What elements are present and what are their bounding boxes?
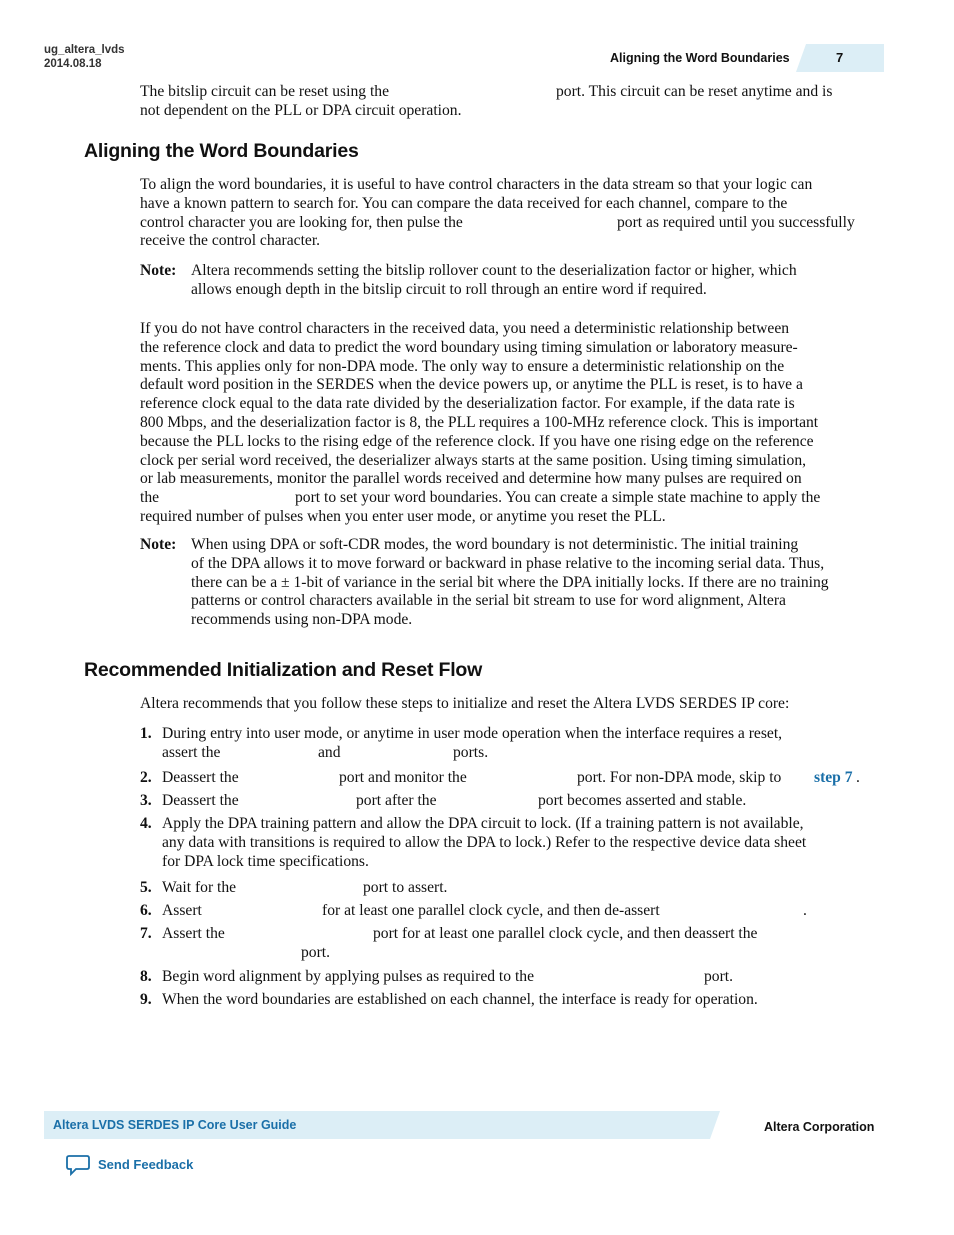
text-line: When using DPA or soft-CDR modes, the word boundary is not deterministic. The initial training: [191, 536, 799, 553]
step-number: 9.: [140, 991, 152, 1008]
text-line: clock per serial word received, the deserializer always starts at the same position. Using timing simulation,: [140, 451, 807, 469]
text-fragment: .: [803, 902, 807, 919]
text-line: To align the word boundaries, it is useful to have control characters in the data stream so that your logic can: [140, 176, 813, 193]
text-line: have a known pattern to search for. You can compare the data received for each channel, compare to the: [140, 194, 788, 212]
text-line: patterns or control characters available in the serial bit stream to use for word alignment, Altera: [191, 592, 786, 610]
step-number: 6.: [140, 902, 152, 919]
note-label: Note:: [140, 536, 177, 553]
text-line-split: [140, 214, 872, 233]
text-fragment: assert the: [162, 743, 221, 761]
text-line: because the PLL locks to the rising edge of the reference clock. If you have one rising edge on the reference: [140, 432, 814, 450]
text-line: allows enough depth in the bitslip circuit to roll through an entire word if required.: [191, 280, 707, 298]
text-line: for DPA lock time specifications.: [162, 852, 369, 870]
text-line: receive the control character.: [140, 232, 321, 250]
section1-paragraph-1: [140, 176, 872, 251]
step-text: [162, 815, 872, 871]
step-number: 7.: [140, 925, 152, 942]
text-line: any data with transitions is required to allow the DPA to lock.) Refer to the respective device data sheet: [162, 833, 807, 851]
text-line: Altera recommends setting the bitslip rollover count to the deserialization factor or higher, which: [191, 262, 797, 279]
text-line-split: [140, 489, 872, 508]
text-fragment: port to set your word boundaries. You can create a simple state machine to apply the: [295, 489, 821, 507]
step-text: [162, 879, 872, 898]
text-line: default word position in the SERDES when the device powers up, or anytime the PLL is reset, is to have a: [140, 376, 803, 394]
intro-line-1a: The bitslip circuit can be reset using the: [140, 83, 389, 100]
text-fragment: port after the: [356, 792, 437, 809]
page-number-tab: [796, 44, 884, 72]
intro-line-1b: port. This circuit can be reset anytime and is: [556, 83, 833, 100]
text-fragment: Begin word alignment by applying pulses as required to the: [162, 968, 535, 985]
step-number: 5.: [140, 879, 152, 896]
text-line: there can be a ± 1-bit of variance in the serial bit where the DPA initially locks. If there are no training: [191, 573, 829, 591]
text-line-split: [162, 944, 872, 963]
text-line-split: [162, 925, 872, 944]
text-line: recommends using non-DPA mode.: [191, 611, 413, 629]
text-fragment: the: [140, 489, 160, 507]
text-line: or lab measurements, monitor the parallel words received and determine how many pulses are required on: [140, 470, 802, 488]
text-line: If you do not have control characters in the received data, you need a deterministic relationship between: [140, 320, 790, 337]
section-heading-init-reset-flow: Recommended Initialization and Reset Flow: [84, 659, 483, 681]
footer-company: Altera Corporation: [764, 1120, 875, 1134]
text-fragment: port.: [704, 968, 734, 985]
text-fragment: Assert the: [162, 925, 225, 942]
text-fragment: Wait for the: [162, 879, 237, 896]
text-line: the reference clock and data to predict the word boundary using timing simulation or laboratory measure-: [140, 338, 798, 356]
footer-band-notch: [710, 1111, 720, 1139]
step-text: [162, 968, 872, 987]
text-fragment: port. For non-DPA mode, skip to: [577, 769, 782, 786]
step-text: [162, 925, 872, 963]
text-line: required number of pulses when you enter user mode, or anytime you reset the PLL.: [140, 507, 666, 525]
tab-notch: [796, 44, 806, 72]
text-fragment: port as required until you successfully: [617, 213, 855, 231]
text-fragment: for at least one parallel clock cycle, and then de-assert: [322, 902, 660, 919]
text-line: Apply the DPA training pattern and allow the DPA circuit to lock. (If a training pattern is not available,: [162, 815, 804, 832]
text-fragment: and: [318, 743, 341, 761]
note-body-2: [191, 536, 872, 630]
section1-paragraph-2: [140, 320, 872, 527]
step-text: [162, 902, 872, 921]
text-fragment: Deassert the: [162, 769, 239, 786]
text-fragment: port to assert.: [363, 879, 448, 896]
step-number: 4.: [140, 815, 152, 832]
text-line: During entry into user mode, or anytime in user mode operation when the interface requires a reset,: [162, 725, 783, 742]
text-fragment: port.: [301, 943, 331, 961]
running-header-title: Aligning the Word Boundaries: [610, 51, 790, 65]
doc-id: ug_altera_lvds: [44, 44, 125, 56]
text-fragment: .: [856, 769, 860, 786]
step-number: 8.: [140, 968, 152, 985]
section2-intro: Altera recommends that you follow these steps to initialize and reset the Altera LVDS SERDES IP core:: [140, 695, 790, 712]
page-number: 7: [836, 50, 844, 65]
step-text: [162, 769, 872, 788]
text-fragment: port and monitor the: [339, 769, 467, 786]
text-fragment: port becomes asserted and stable.: [538, 792, 747, 809]
footer-guide-title: Altera LVDS SERDES IP Core User Guide: [53, 1118, 297, 1132]
step-number: 3.: [140, 792, 152, 809]
text-fragment: port for at least one parallel clock cycle, and then deassert the: [373, 925, 758, 942]
text-line: 800 Mbps, and the deserialization factor is 8, the PLL requires a 100-MHz reference clock. This is important: [140, 413, 819, 431]
step-text: When the word boundaries are established on each channel, the interface is ready for operation.: [162, 991, 758, 1008]
doc-date: 2014.08.18: [44, 58, 102, 70]
step-7-link[interactable]: step 7: [814, 769, 853, 786]
note-label: Note:: [140, 262, 177, 279]
text-fragment: Assert: [162, 902, 202, 919]
text-fragment: control character you are looking for, then pulse the: [140, 213, 463, 231]
section-heading-word-boundaries: Aligning the Word Boundaries: [84, 140, 359, 162]
text-line: reference clock equal to the data rate divided by the deserialization factor. For example, if the data rate is: [140, 395, 795, 413]
doc-id-block: [44, 43, 125, 71]
feedback-icon[interactable]: [66, 1154, 90, 1180]
text-fragment: ports.: [453, 743, 489, 761]
intro-line-2: not dependent on the PLL or DPA circuit operation.: [140, 102, 462, 119]
step-number: 1.: [140, 725, 152, 742]
text-line: ments. This applies only for non-DPA mode. The only way to ensure a deterministic relationship on the: [140, 357, 785, 375]
text-line-split: [162, 744, 872, 763]
step-text: [162, 792, 872, 811]
text-line: of the DPA allows it to move forward or backward in phase relative to the incoming serial data. Thus,: [191, 554, 825, 572]
note-body-1: [191, 262, 872, 300]
step-number: 2.: [140, 769, 152, 786]
step-text: [162, 725, 872, 763]
send-feedback-link[interactable]: Send Feedback: [98, 1157, 194, 1172]
text-fragment: Deassert the: [162, 792, 239, 809]
